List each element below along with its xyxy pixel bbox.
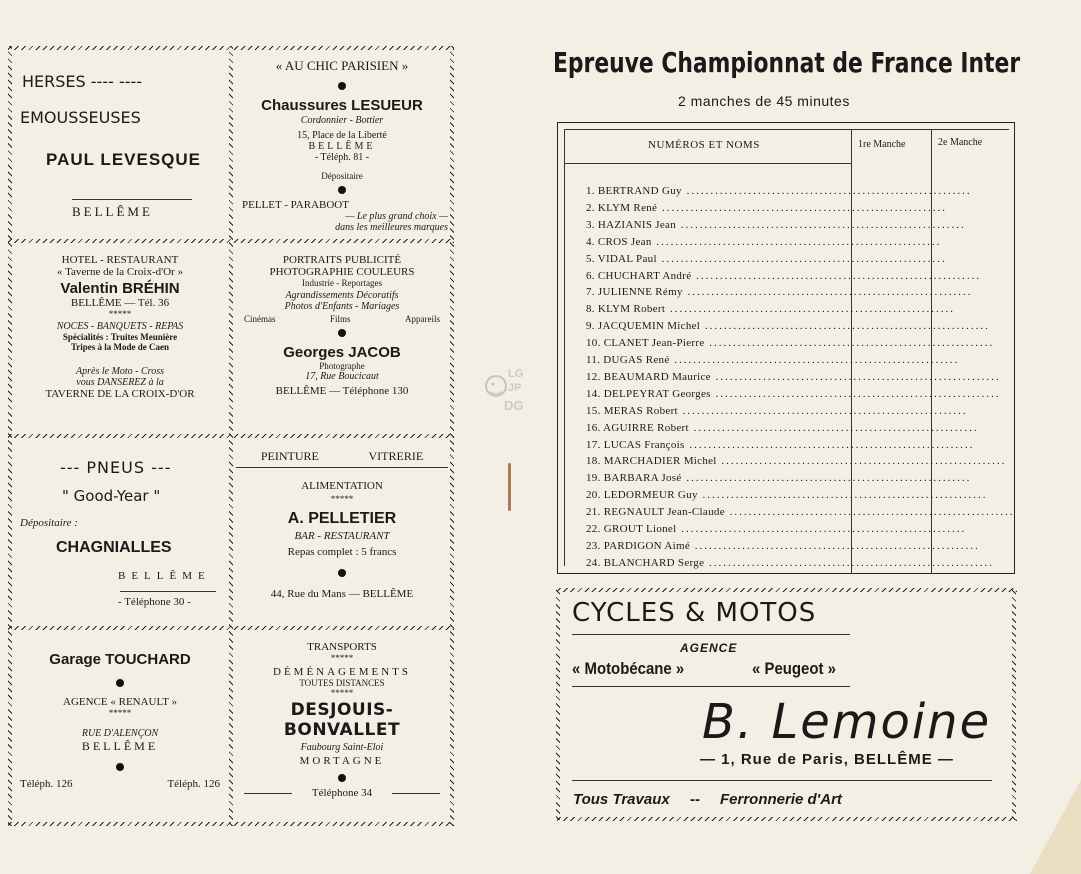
chic-depositaire: Dépositaire <box>321 171 363 181</box>
jacob-addr: 17, Rue Boucicaut <box>305 371 379 382</box>
touchard-tel1: Téléph. 126 <box>20 778 73 790</box>
rider-name: 20. LEDORMEUR Guy <box>586 489 698 502</box>
ad-title: CYCLES & MOTOS <box>572 598 817 628</box>
rider-row <box>586 286 973 299</box>
rider-name: 3. HAZIANIS Jean <box>586 218 677 231</box>
ad-brand-peugeot: « Peugeot » <box>752 659 836 678</box>
border-left <box>8 46 12 826</box>
rider-name: 16. AGUIRRE Robert <box>586 421 689 434</box>
ad-desjouis <box>236 641 448 799</box>
rider-name: 15. MERAS Robert <box>586 404 678 417</box>
leader-dots: ............................................................ <box>676 523 967 535</box>
leader-dots: ............................................................ <box>716 455 1007 468</box>
leader-dots: ............................................................ <box>688 421 979 434</box>
pelletier-repas: Repas complet : 5 francs <box>287 546 397 558</box>
rider-row <box>586 421 979 434</box>
rider-name: 19. BARBARA José <box>586 472 682 485</box>
ad-border-right <box>1012 588 1016 820</box>
leader-dots: ............................................................ <box>700 320 990 333</box>
pelletier-t1: PEINTURE <box>260 449 319 463</box>
pneus-name: CHAGNIALLES <box>56 539 172 556</box>
jacob-l1: PORTRAITS PUBLICITÉ <box>282 254 402 266</box>
leader-dots: ............................................................ <box>710 370 1001 383</box>
desjouis-name: DESJOUIS-BONVALLET <box>283 700 401 740</box>
rider-name: 18. MARCHADIER Michel <box>586 455 717 468</box>
watermark-l1: LG <box>508 368 524 380</box>
chic-brand: Chaussures LESUEUR <box>261 97 423 114</box>
chic-tel: - Téléph. 81 - <box>314 152 370 163</box>
bullet-icon <box>338 82 346 90</box>
pneus-tel: - Téléphone 30 - <box>118 596 191 608</box>
ad-jacob <box>236 254 448 397</box>
chic-slogan2: dans les meilleures marques <box>335 222 448 233</box>
leader-dots: ............................................................ <box>684 438 975 451</box>
rider-row <box>586 523 967 535</box>
rider-row <box>586 472 972 485</box>
ad-agence: AGENCE <box>680 641 738 655</box>
desjouis-dem: DÉMÉNAGEMENTS <box>273 666 411 678</box>
ad-name: B. Lemoine <box>702 694 992 750</box>
ad-address: — 1, Rue de Paris, BELLÊME — <box>700 751 954 768</box>
rider-row <box>586 235 942 248</box>
rider-row <box>586 185 972 197</box>
chic-address: 15, Place de la Liberté <box>297 130 387 141</box>
pelletier-name: A. PELLETIER <box>287 510 397 527</box>
bullet-icon <box>116 763 124 771</box>
rider-row <box>586 252 947 265</box>
hotel-sub: « Taverne de la Croix-d'Or » <box>57 266 183 278</box>
leader-dots: ............................................................ <box>691 269 982 282</box>
watermark-logo <box>482 368 532 418</box>
hotel-spec2: Tripes à la Mode de Caen <box>70 342 170 352</box>
hotel-after2: vous DANSEREZ à la <box>76 377 164 388</box>
leader-dots: ............................................................ <box>682 286 973 299</box>
rider-row <box>586 489 988 502</box>
touchard-tel2: Téléph. 126 <box>167 778 220 790</box>
leader-dots: ............................................................ <box>676 218 966 231</box>
pneus-title: --- PNEUS --- <box>60 458 172 477</box>
pelletier-t2: VITRERIE <box>368 449 424 463</box>
staple <box>508 463 511 511</box>
bullet-icon <box>338 186 346 194</box>
rider-row <box>586 370 1001 383</box>
jacob-sub: Photographe <box>319 361 365 371</box>
page-title: Epreuve Championnat de France Inter <box>553 46 1021 79</box>
leader-dots: ............................................................ <box>710 387 1001 400</box>
ad-footer-2: Ferronnerie d'Art <box>720 791 842 808</box>
desjouis-town: MORTAGNE <box>299 755 385 767</box>
pneus-town: BELLÊME <box>118 570 211 582</box>
pelletier-addr: 44, Rue du Mans — BELLÊME <box>270 588 414 600</box>
rider-name: 5. VIDAL Paul <box>586 252 657 265</box>
page-subtitle: 2 manches de 45 minutes <box>678 93 850 109</box>
jacob-films: Films <box>329 314 351 324</box>
chic-sub: Cordonnier - Bottier <box>300 115 384 126</box>
bullet-icon <box>116 679 124 687</box>
rider-row <box>586 455 1007 468</box>
ad-touchard <box>14 651 226 790</box>
rider-row <box>586 404 968 417</box>
jacob-cinemas: Cinémas <box>244 314 276 324</box>
rider-row <box>586 218 966 231</box>
rider-name: 22. GROUT Lionel <box>586 523 677 535</box>
bullet-icon <box>338 774 346 782</box>
desjouis-rule-left <box>244 793 292 794</box>
jacob-l3: Industrie - Reportages <box>302 278 382 288</box>
rider-name: 2. KLYM René <box>586 201 658 214</box>
rider-name: 10. CLANET Jean-Pierre <box>586 337 705 350</box>
header-rule <box>564 163 852 164</box>
jacob-name: Georges JACOB <box>283 344 401 361</box>
touchard-name: Garage TOUCHARD <box>49 651 191 668</box>
desjouis-dist: TOUTES DISTANCES <box>299 678 385 688</box>
desjouis-stars: ***** <box>330 653 354 663</box>
leader-dots: ............................................................ <box>697 489 988 502</box>
bullet-icon <box>338 569 346 577</box>
ad-hotel-restaurant <box>14 254 226 400</box>
pelletier-sub: BAR - RESTAURANT <box>294 530 390 542</box>
desjouis-tel: Téléphone 34 <box>311 787 373 799</box>
leader-dots: ............................................................ <box>665 303 955 316</box>
col-header-m2: 2e Manche <box>938 137 983 148</box>
leader-dots: ............................................................ <box>656 252 947 265</box>
ad-brand-motobecane: « Motobécane » <box>572 659 685 678</box>
rider-name: 23. PARDIGON Aimé <box>586 539 691 552</box>
rider-row <box>586 201 947 214</box>
rider-name: 14. DELPEYRAT Georges <box>586 387 711 400</box>
hotel-events: NOCES - BANQUETS - REPAS <box>56 321 184 332</box>
herses-title: HERSES ---- ---- <box>22 72 143 91</box>
ad-footer-sep: -- <box>690 791 700 808</box>
rider-name: 7. JULIENNE Rémy <box>586 286 683 299</box>
chic-brands: PELLET - PARABOOT <box>242 199 349 211</box>
herses-town: BELLÊME <box>72 204 153 219</box>
rider-name: 4. CROS Jean <box>586 235 652 248</box>
touchard-rue: RUE D'ALENÇON <box>81 728 159 739</box>
touchard-town: BELLÊME <box>81 739 159 753</box>
watermark-l3: DG <box>504 398 524 413</box>
pneus-dep: Dépositaire : <box>20 517 78 529</box>
hotel-after1: Après le Moto - Cross <box>76 366 164 377</box>
ad-border-top <box>557 588 1017 592</box>
rider-row <box>586 269 982 282</box>
desjouis-addr: Faubourg Saint-Eloi <box>300 742 384 753</box>
col-header-names: NUMÉROS ET NOMS <box>648 139 760 151</box>
desjouis-title: TRANSPORTS <box>307 641 377 653</box>
border-right <box>450 46 454 826</box>
jacob-town: BELLÊME — Téléphone 130 <box>275 385 409 397</box>
leader-dots: ............................................................ <box>677 404 968 417</box>
watermark-l2: JP <box>508 382 522 394</box>
pelletier-rule <box>236 467 448 468</box>
pelletier-t3: ALIMENTATION <box>301 480 383 492</box>
ad-border-left <box>556 588 560 820</box>
col-header-m1: 1re Manche <box>858 139 906 150</box>
ad-rule-3 <box>572 780 992 781</box>
ad-footer-1: Tous Travaux <box>573 791 670 808</box>
leader-dots: ............................................................ <box>657 201 947 214</box>
rider-name: 12. BEAUMARD Maurice <box>586 370 711 383</box>
jacob-l4: Agrandissements Décoratifs <box>285 290 399 301</box>
rider-row <box>586 320 990 333</box>
herses-rule <box>72 199 192 200</box>
herses-line2: EMOUSSEUSES <box>20 108 141 127</box>
pelletier-stars: ***** <box>330 494 354 504</box>
desjouis-stars2: ***** <box>330 688 354 698</box>
rider-row <box>586 387 1001 400</box>
jacob-l5: Photos d'Enfants - Mariages <box>284 301 400 312</box>
touchard-agence: AGENCE « RENAULT » <box>63 696 177 708</box>
leader-dots: ............................................................ <box>704 337 995 350</box>
hotel-name: Valentin BRÉHIN <box>60 280 180 297</box>
rider-name: 21. REGNAULT Jean-Claude <box>586 506 725 519</box>
chic-slogan1: — Le plus grand choix — <box>345 211 448 222</box>
hotel-stars: ***** <box>108 309 132 319</box>
chic-title: « AU CHIC PARISIEN » <box>275 58 409 73</box>
rider-row <box>586 539 980 552</box>
rider-name: 1. BERTRAND Guy <box>586 185 682 197</box>
pneus-brand: " Good-Year " <box>62 487 161 505</box>
leader-dots: ............................................................ <box>681 472 972 485</box>
border-middle <box>229 46 233 826</box>
hotel-spec1: Spécialités : Truites Meunière <box>62 332 178 342</box>
ad-pelletier <box>236 449 448 600</box>
rider-row <box>586 506 1015 519</box>
rider-name: 24. BLANCHARD Serge <box>586 556 705 569</box>
page-corner <box>1030 780 1081 874</box>
rider-row <box>586 354 960 366</box>
ad-border-bottom <box>557 817 1017 821</box>
desjouis-rule-right <box>392 793 440 794</box>
leader-dots: ............................................................ <box>704 556 994 569</box>
leader-dots: ............................................................ <box>669 354 960 366</box>
rider-name: 17. LUCAS François <box>586 438 685 451</box>
ad-rule-1 <box>572 634 850 635</box>
pneus-rule <box>120 591 216 592</box>
rider-name: 6. CHUCHART André <box>586 269 692 282</box>
rider-name: 11. DUGAS René <box>586 354 670 366</box>
rider-row <box>586 438 975 451</box>
leader-dots: ............................................................ <box>651 235 942 248</box>
hotel-after3: TAVERNE DE LA CROIX-D'OR <box>45 388 195 400</box>
bullet-icon <box>338 329 346 337</box>
jacob-appareils: Appareils <box>404 314 440 324</box>
touchard-stars: ***** <box>108 708 132 718</box>
leader-dots: ............................................................ <box>690 539 980 552</box>
ad-rule-2 <box>572 686 850 687</box>
hotel-tel: BELLÊME — Tél. 36 <box>70 297 170 309</box>
ad-chic-parisien <box>236 58 448 233</box>
rider-row <box>586 337 995 350</box>
rider-name: 9. JACQUEMIN Michel <box>586 320 701 333</box>
hotel-title: HOTEL - RESTAURANT <box>61 254 179 266</box>
rider-row <box>586 303 955 316</box>
herses-name: PAUL LEVESQUE <box>46 150 202 169</box>
leader-dots: ............................................................ <box>724 506 1015 519</box>
jacob-l2: PHOTOGRAPHIE COULEURS <box>269 266 415 278</box>
leader-dots: ............................................................ <box>681 185 972 197</box>
chic-town: BELLÊME <box>308 141 376 152</box>
rider-name: 8. KLYM Robert <box>586 303 666 316</box>
rider-row <box>586 556 994 569</box>
